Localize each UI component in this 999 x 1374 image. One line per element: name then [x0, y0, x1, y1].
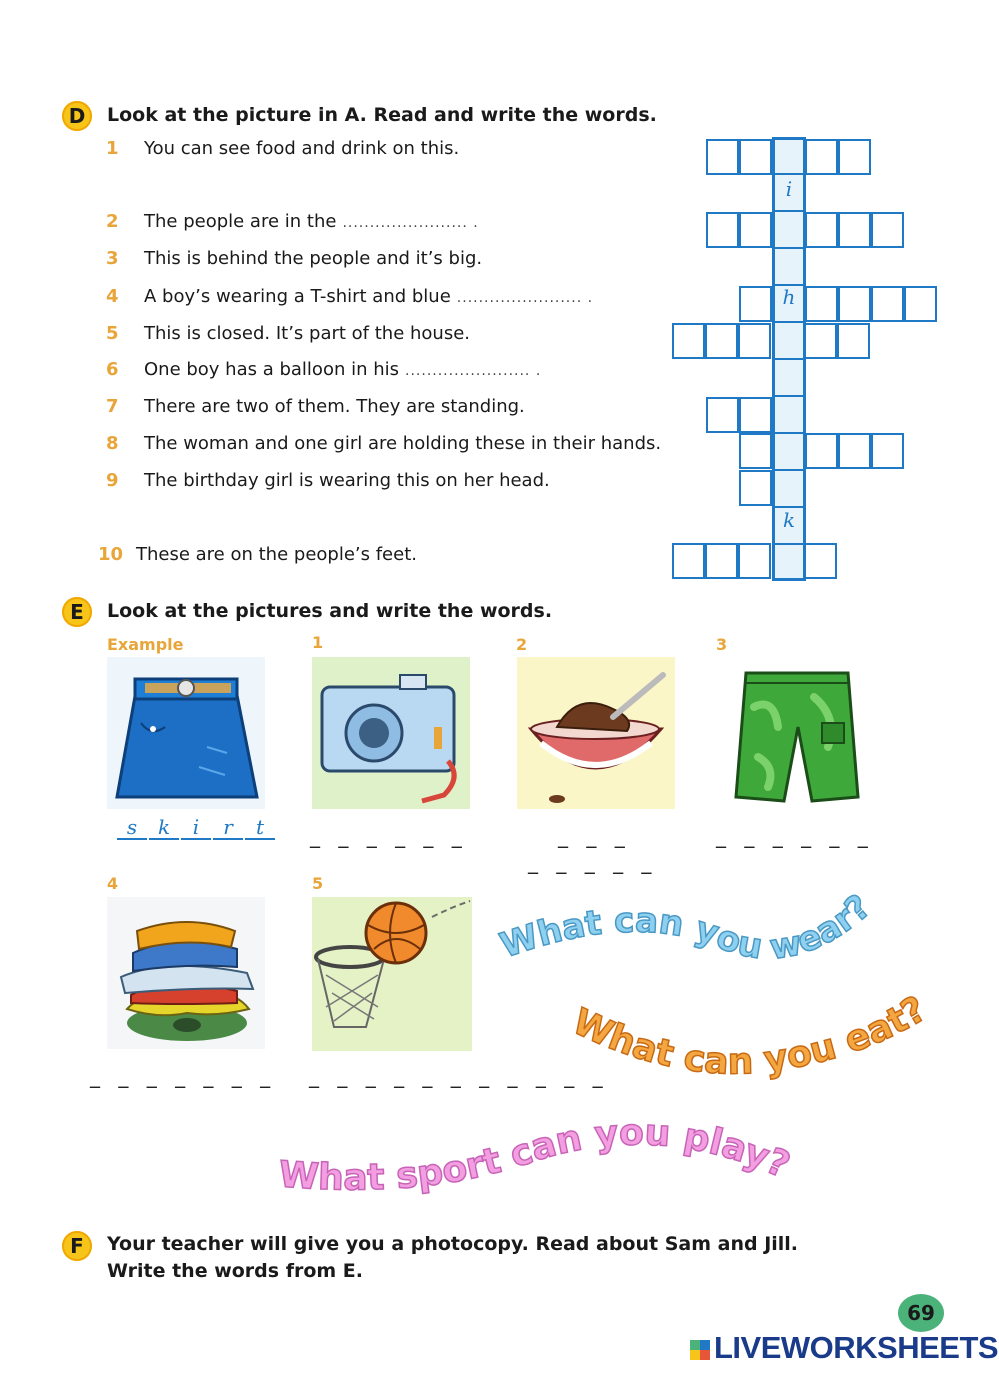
crossword-cell[interactable]: [739, 286, 772, 322]
crossword-cell[interactable]: [739, 470, 772, 506]
question-play: What sport can you play?: [277, 1112, 796, 1199]
question-play-art: [268, 1110, 808, 1220]
question-item: [96, 394, 531, 420]
answer-dots[interactable]: ....................... .: [405, 363, 542, 379]
crossword-cell[interactable]: [705, 323, 738, 359]
crossword-cell[interactable]: [805, 212, 838, 248]
answer-dots[interactable]: ....................... .: [456, 290, 594, 306]
example-answer-letter: t: [245, 816, 275, 840]
crossword-column-divider: [772, 395, 806, 397]
answer-blanks-2a[interactable]: _ _ _: [558, 824, 631, 848]
question-text: This is behind the people and it’s big.: [144, 248, 483, 269]
example-answer-letter: s: [117, 816, 147, 840]
section-e-badge: E: [62, 597, 92, 627]
question-text: One boy has a balloon in his: [144, 359, 400, 380]
svg-text:What sport can you play?: [278, 1112, 796, 1198]
crossword-cell[interactable]: [705, 543, 738, 579]
crossword-column-divider: [772, 432, 806, 434]
crossword-cell[interactable]: [739, 433, 772, 469]
crossword-column-divider: [772, 173, 806, 175]
crossword-given-letter: k: [782, 508, 796, 532]
question-number: 5: [106, 323, 119, 344]
section-d-badge: D: [62, 101, 92, 131]
answer-blanks-1[interactable]: _ _ _ _ _ _: [310, 824, 468, 848]
crossword-cell[interactable]: [706, 212, 739, 248]
crossword-cell[interactable]: [838, 139, 871, 175]
question-number: 6: [106, 359, 119, 380]
question-item: [96, 357, 541, 383]
crossword-cell[interactable]: [738, 323, 771, 359]
picture-5-label: 5: [312, 874, 324, 893]
question-wear: What can you wear?: [495, 886, 879, 969]
question-eat: What can you eat?: [566, 990, 934, 1083]
crossword-column-divider: [772, 210, 806, 212]
question-number: 7: [106, 396, 119, 417]
section-f-badge: F: [62, 1231, 92, 1261]
crossword-cell[interactable]: [804, 543, 837, 579]
pudding-picture: [517, 657, 675, 809]
crossword-cell[interactable]: [706, 139, 739, 175]
example-answer-letter: r: [213, 816, 243, 840]
answer-dots[interactable]: ....................... .: [342, 215, 479, 231]
question-text: These are on the people’s feet.: [136, 544, 417, 565]
question-text: You can see food and drink on this.: [144, 138, 460, 159]
page-number: 69: [898, 1294, 944, 1332]
section-f-line-2: Write the words from E.: [107, 1260, 363, 1282]
shorts-picture: [718, 657, 876, 809]
section-f-line-1: Your teacher will give you a photocopy. Read about Sam and Jill.: [107, 1233, 799, 1255]
example-answer: [117, 815, 277, 840]
question-number: 8: [106, 433, 119, 454]
question-eat-art: [560, 990, 950, 1100]
crossword-cell[interactable]: [805, 433, 838, 469]
crossword-given-letter: h: [782, 285, 796, 309]
question-number: 3: [106, 248, 119, 269]
question-number: 1: [106, 138, 119, 159]
question-number: 10: [98, 544, 124, 565]
question-number: 9: [106, 470, 119, 491]
crossword-cell[interactable]: [871, 433, 904, 469]
question-item: [96, 468, 556, 494]
question-text: The birthday girl is wearing this on her head.: [144, 470, 550, 491]
crossword-cell[interactable]: [805, 286, 838, 322]
crossword-cell[interactable]: [805, 139, 838, 175]
crossword-given-letter: i: [785, 177, 793, 201]
answer-blanks-2b[interactable]: _ _ _ _ _: [528, 850, 658, 874]
skirt-picture: [107, 657, 265, 809]
answer-blanks-5[interactable]: _ _ _ _ _ _ _ _ _ _ _: [309, 1064, 609, 1088]
crossword-column-divider: [772, 469, 806, 471]
camera-picture: [312, 657, 470, 809]
crossword-cell[interactable]: [739, 397, 772, 433]
crossword-cell[interactable]: [904, 286, 937, 322]
crossword-column-divider: [772, 358, 806, 360]
question-text: The woman and one girl are holding these in their hands.: [144, 433, 662, 454]
crossword-column-divider: [772, 321, 806, 323]
picture-3-label: 3: [716, 635, 728, 654]
crossword-cell[interactable]: [838, 433, 871, 469]
svg-text:What can you wear?: [495, 887, 878, 968]
crossword-cell[interactable]: [837, 323, 870, 359]
brand-name: LIVEWORKSHEETS: [714, 1330, 999, 1365]
question-text: This is closed. It’s part of the house.: [144, 323, 470, 344]
example-answer-letter: i: [181, 816, 211, 840]
crossword-cell[interactable]: [739, 212, 772, 248]
question-item: [96, 246, 488, 272]
example-label: Example: [107, 635, 184, 654]
crossword-cell[interactable]: [871, 212, 904, 248]
picture-4-label: 4: [107, 874, 119, 893]
question-text: A boy’s wearing a T-shirt and blue: [144, 286, 451, 307]
question-text: There are two of them. They are standing.: [144, 396, 525, 417]
question-item: [88, 542, 423, 568]
crossword-column-divider: [772, 247, 806, 249]
clothes-picture: [107, 897, 265, 1049]
question-number: 2: [106, 211, 119, 232]
crossword-cell[interactable]: [672, 543, 705, 579]
section-e-title: Look at the pictures and write the words.: [107, 600, 553, 622]
question-number: 4: [106, 286, 119, 307]
crossword-cell[interactable]: [672, 323, 705, 359]
question-item: [96, 209, 479, 235]
section-d-title: Look at the picture in A. Read and write the words.: [107, 104, 657, 126]
question-item: [96, 136, 465, 162]
question-item: [96, 321, 476, 347]
crossword-cell[interactable]: [838, 212, 871, 248]
crossword-cell[interactable]: [739, 139, 772, 175]
picture-1-label: 1: [312, 633, 324, 652]
question-wear-art: [495, 880, 895, 990]
crossword-column-divider: [772, 543, 806, 545]
question-item: [96, 431, 667, 457]
example-answer-letter: k: [149, 816, 179, 840]
answer-blanks-4[interactable]: _ _ _ _ _ _ _: [90, 1064, 277, 1088]
question-text: The people are in the: [144, 211, 337, 232]
crossword-cell[interactable]: [738, 543, 771, 579]
brand-logo-icon: [690, 1340, 710, 1360]
picture-2-label: 2: [516, 635, 528, 654]
crossword-cell[interactable]: [838, 286, 871, 322]
answer-blanks-3[interactable]: _ _ _ _ _ _: [716, 824, 874, 848]
basketball-picture: [312, 897, 472, 1051]
svg-text:What can you eat?: [566, 990, 933, 1083]
crossword-cell[interactable]: [804, 323, 837, 359]
crossword-cell[interactable]: [706, 397, 739, 433]
question-item: [96, 284, 593, 310]
crossword-cell[interactable]: [871, 286, 904, 322]
